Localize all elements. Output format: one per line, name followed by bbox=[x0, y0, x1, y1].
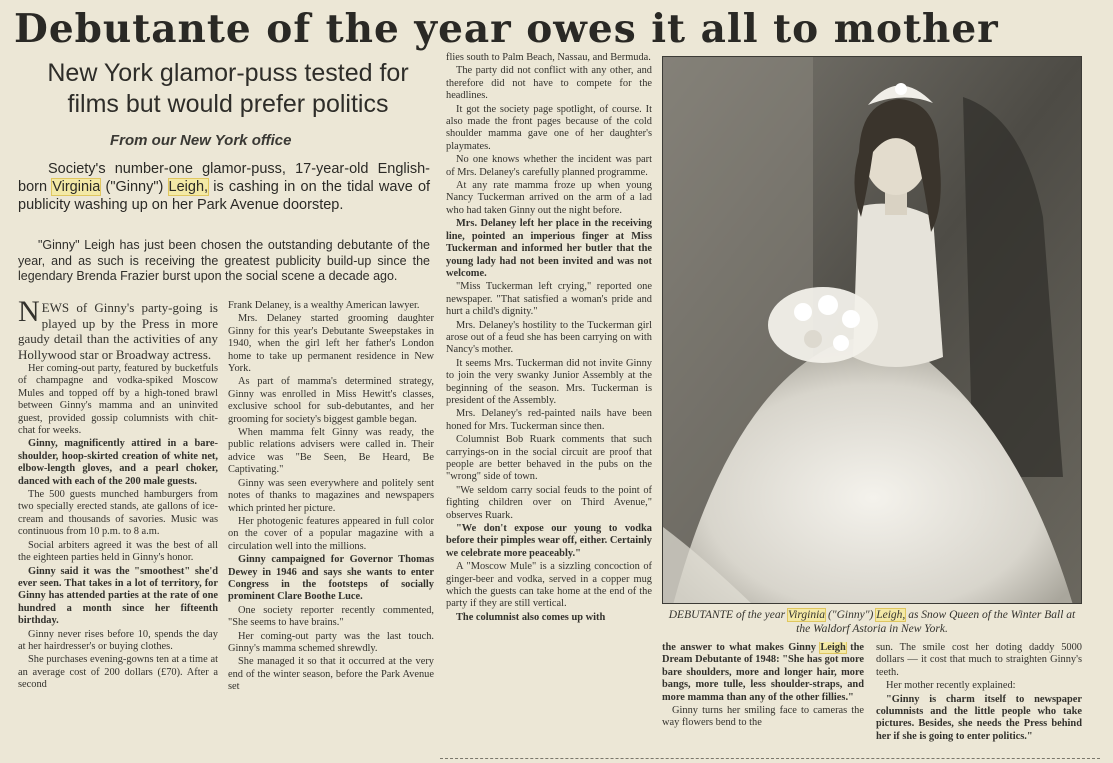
paragraph: sun. The smile cost her doting daddy 5000 dollars — it cost that much to straighten Ginny's teeth. bbox=[876, 642, 1082, 678]
paragraph: It seems Mrs. Tuckerman did not invite Ginny to join the very swanky Junior Assembly at the beginning of the season. Mrs. Tuckerman is president of the Assembly. bbox=[446, 357, 652, 406]
paragraph-bold: "We don't expose our young to vodka before their pimples wear off, either. Certainly we celebrate more peaceably." bbox=[446, 523, 652, 559]
caption-text-b: ("Ginny") bbox=[827, 609, 874, 621]
lede-text-c: is cashing in on the tidal wave of publicity washing up on her Park Avenue doorstep. bbox=[18, 179, 431, 213]
paragraph: A "Moscow Mule" is a sizzling concoction of ginger-beer and vodka, served in a copper mug which the guests can take home at the end of the party if they are still vertical. bbox=[446, 561, 652, 610]
article-column-5 bbox=[876, 642, 1082, 760]
standfirst bbox=[18, 238, 430, 285]
lede-paragraph bbox=[18, 160, 430, 214]
paragraph: Ginny never rises before 10, spends the day at her hairdresser's or buying clothes. bbox=[18, 628, 218, 652]
highlight-leigh: Leigh, bbox=[876, 609, 906, 621]
highlight-leigh: Leigh, bbox=[168, 179, 209, 195]
paragraph-part: That takes in a lot of territory, for Ginny has attended parties at the rate of one hundred a month since her fifteenth birthday. bbox=[18, 577, 218, 627]
paragraph-bold bbox=[662, 642, 864, 704]
highlight-virginia: Virginia bbox=[52, 179, 101, 195]
paragraph-bold: Ginny, magnificently attired in a bare-shoulder, hoop-skirted creation of white net, elbow-length gloves, and a pearl choker, danced with each of the 200 male guests. bbox=[18, 438, 218, 487]
paragraph-part: Ginny said it was the "smoothest" she'd ever seen. bbox=[18, 565, 218, 589]
paragraph: No one knows whether the incident was part of Mrs. Delaney's carefully planned programme. bbox=[446, 154, 652, 178]
lede-text-b: ("Ginny") bbox=[105, 179, 164, 195]
opening-paragraph bbox=[18, 300, 218, 362]
paragraph: Social arbiters agreed it was the best of all the eighteen parties held in Ginny's honor. bbox=[18, 539, 218, 564]
paragraph-bold bbox=[18, 566, 218, 628]
paragraph: flies south to Palm Beach, Nassau, and Bermuda. bbox=[446, 52, 651, 63]
subhead-line-2: films but would prefer politics bbox=[67, 90, 389, 118]
photo-caption bbox=[664, 608, 1080, 636]
article-column-1 bbox=[18, 300, 218, 760]
paragraph: "Miss Tuckerman left crying," reported one newspaper. "That satisfied a woman's pride and hurt a child's dignity." bbox=[446, 281, 652, 318]
headline: Debutante of the year owes it all to mother bbox=[14, 6, 999, 52]
paragraph: Frank Delaney, is a wealthy American lawyer. bbox=[228, 300, 420, 311]
standfirst-text: "Ginny" Leigh has just been chosen the outstanding debutante of the year, and as such is receiving the greatest publicity build-up since the legendary Brenda Frazier burst upon the social scene a decade ago. bbox=[18, 238, 430, 283]
paragraph: Her photogenic features appeared in full color on the cover of a popular magazine with a circulation well into the millions. bbox=[228, 515, 434, 552]
paragraph: As part of mamma's determined strategy, Ginny was enrolled in Miss Hewitt's classes, exclusive school for sub-debutantes, and her grooming for society's biggest gamble began. bbox=[228, 376, 434, 425]
paragraph: Ginny turns her smiling face to cameras the way flowers bend to the bbox=[662, 705, 864, 729]
paragraph-bold: Mrs. Delaney left her place in the receiving line, pointed an imperious finger at Miss Tuckerman and informed her butler that the young lady had not been invited and was not welcome. bbox=[446, 218, 652, 279]
caption-text-a: DEBUTANTE of the year bbox=[668, 609, 786, 621]
paragraph: Mrs. Delaney's red-painted nails have been honed for Mrs. Tuckerman since then. bbox=[446, 408, 652, 432]
highlight-leigh: Leigh bbox=[820, 642, 846, 653]
paragraph-bold: Ginny campaigned for Governor Thomas Dewey in 1946 and says she wants to enter Congress in the footsteps of socially prominent Clare Boothe Luce. bbox=[228, 554, 434, 603]
caption-text-c: as Snow Queen of the Winter Ball at the Waldorf Astoria in New York. bbox=[796, 609, 1076, 635]
article-column-2 bbox=[228, 300, 434, 760]
subhead-line-1: New York glamor-puss tested for bbox=[47, 59, 409, 87]
paragraph: Mrs. Delaney's hostility to the Tuckerman girl arose out of a feud she has been carrying on with Nancy's mother. bbox=[446, 319, 652, 356]
debutante-photo bbox=[662, 56, 1082, 604]
lede-text-a: Society's number-one glamor-puss, 17-year-old English-born bbox=[18, 161, 430, 195]
paragraph: One society reporter recently commented, "She seems to have brains." bbox=[228, 604, 434, 629]
bottom-rule bbox=[440, 758, 1100, 759]
paragraph-part: the Dream Debutante of 1948: "She has got more bare shoulders, more and longer hair, more bangs, more tulle, less shoulder-straps, and more mamma than any of the other fillies." bbox=[662, 642, 864, 703]
paragraph: "We seldom carry social feuds to the point of fighting children over on Third Avenue," observes Ruark. bbox=[446, 484, 652, 521]
paragraph: The party did not conflict with any other, and therefore did not have to compete for the headlines. bbox=[446, 65, 652, 102]
paragraph: Her coming-out party, featured by bucketfuls of champagne and vodka-spiked Moscow Mules and topped off by a high-toned brawl between Ginny's mamma and an uninvited guest, provided gossip columnists with chit-chat for weeks. bbox=[18, 363, 218, 437]
subheadline bbox=[18, 58, 438, 120]
paragraph: The 500 guests munched hamburgers from two specially erected stands, ate gallons of ice-cream and thousands of savories. Music was continuous from 10 p.m. to 8 a.m. bbox=[18, 489, 218, 538]
paragraph: She managed it so that it occurred at the very end of the winter season, before the Park Avenue set bbox=[228, 656, 434, 693]
paragraph: It got the society page spotlight, of course. It also made the front pages because of the cold shoulder mamma gave one of her daughter's playmates. bbox=[446, 103, 652, 152]
article-column-3 bbox=[446, 52, 652, 760]
byline: From our New York office bbox=[110, 132, 292, 149]
paragraph: At any rate mamma froze up when young Nancy Tuckerman arrived on the arm of a lad who had taken Ginny out the night before. bbox=[446, 180, 652, 216]
drop-cap: N bbox=[18, 300, 40, 328]
highlight-virginia: Virginia bbox=[788, 609, 826, 621]
opening-text: EWS of Ginny's party-going is played up by the Press in more gaudy detail than the activities of any Hollywood star or Broadway actress. bbox=[18, 300, 218, 362]
paragraph: Columnist Bob Ruark comments that such carryings-on in the social circuit are proof that people are better behaved in the pubs on the "wrong" side of town. bbox=[446, 434, 652, 483]
paragraph-part: the answer to what makes Ginny bbox=[662, 642, 816, 653]
article-column-4 bbox=[662, 642, 864, 760]
paragraph: Ginny was seen everywhere and politely sent notes of thanks to magazines and newspapers which printed her picture. bbox=[228, 477, 434, 514]
paragraph-bold: "Ginny is charm itself to newspaper columnists and the little people who take pictures. Besides, she needs the Press behind her if she is going to enter politics." bbox=[876, 693, 1082, 742]
paragraph: She purchases evening-gowns ten at a time at an average cost of 200 dollars (£70). After a second bbox=[18, 654, 218, 691]
paragraph: When mamma felt Ginny was ready, the public relations advisers were called in. Their advice was "Be Seen, Be Heard, Be Captivating." bbox=[228, 427, 434, 476]
photo-illustration bbox=[663, 57, 1082, 604]
paragraph: Mrs. Delaney started grooming daughter Ginny for this year's Debutante Sweepstakes in 1940, when the girl left her father's London home to take up permanent residence in New York. bbox=[228, 313, 434, 375]
paragraph: Her coming-out party was the last touch. Ginny's mamma schemed shrewdly. bbox=[228, 630, 434, 654]
paragraph-bold: The columnist also comes up with bbox=[456, 611, 606, 623]
paragraph: Her mother recently explained: bbox=[886, 680, 1016, 692]
